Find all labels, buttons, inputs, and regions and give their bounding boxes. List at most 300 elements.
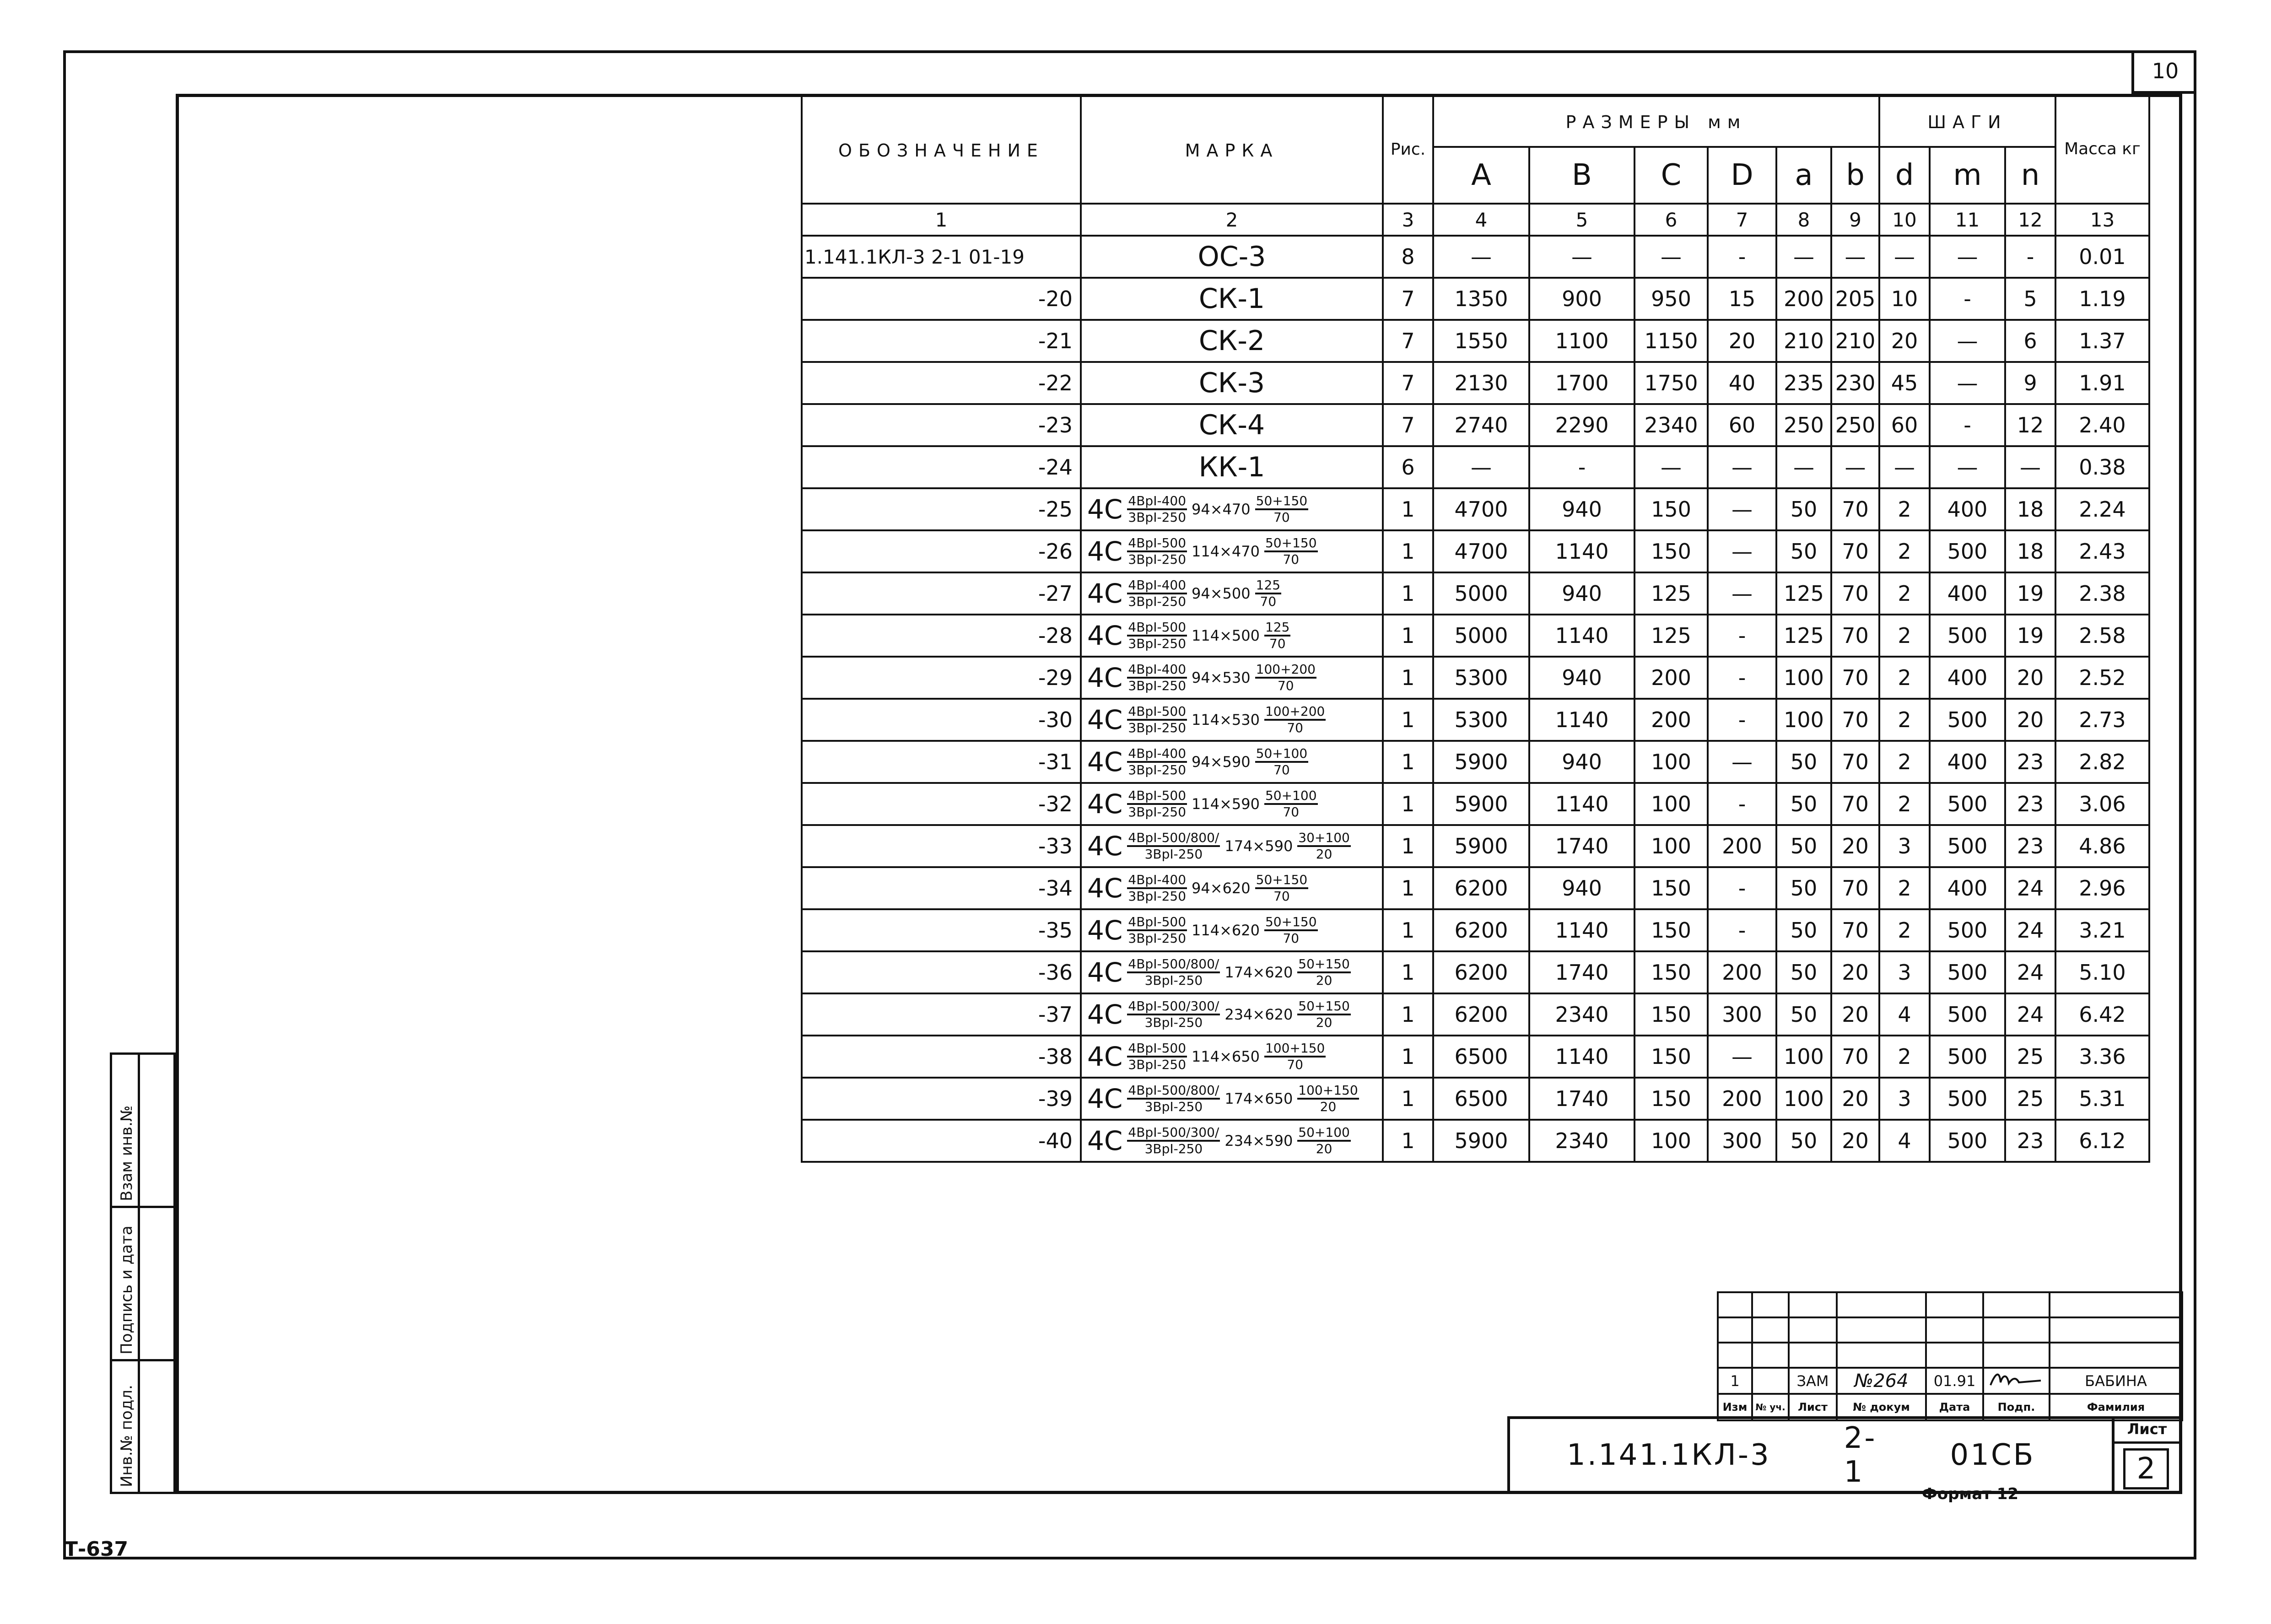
- column-number: 8: [1776, 204, 1831, 236]
- signature-mark: [1987, 1369, 2046, 1389]
- column-number: 5: [1529, 204, 1634, 236]
- value-cell-a: —: [1776, 236, 1831, 278]
- header-mass: Масса кг: [2055, 95, 2149, 204]
- value-cell-n: 25: [2005, 1036, 2055, 1078]
- sheet-number: 2: [2123, 1448, 2169, 1489]
- value-cell-b: 1140: [1529, 530, 1634, 572]
- value-cell-m: —: [1930, 320, 2005, 362]
- mark-wire-bottom: 3ВрI-250: [1128, 1057, 1187, 1072]
- designation-cell: -40: [802, 1120, 1081, 1162]
- value-cell-d: -: [1708, 783, 1776, 825]
- mark-lead: 4С: [1087, 1041, 1123, 1072]
- value-cell-c: 150: [1634, 1078, 1708, 1120]
- value-cell-d: 2: [1879, 1036, 1930, 1078]
- mark-wire-bottom: 3ВрI-250: [1128, 804, 1187, 820]
- title-block-grid: [1717, 1291, 2183, 1421]
- value-cell-a: 6200: [1433, 867, 1529, 909]
- value-cell-c: 100: [1634, 783, 1708, 825]
- mark-wire-fraction: [1127, 495, 1187, 524]
- value-cell-fig: 1: [1383, 1120, 1433, 1162]
- table-row: [802, 278, 2149, 320]
- value-cell-d: 2: [1879, 783, 1930, 825]
- mark-wire-fraction: [1127, 1042, 1187, 1071]
- mark-wire-top: 4ВрI-400: [1127, 579, 1187, 594]
- value-cell-a: 100: [1776, 1078, 1831, 1120]
- value-cell-n: 23: [2005, 825, 2055, 867]
- value-cell-a: 5000: [1433, 615, 1529, 657]
- mark-wire-fraction: [1127, 747, 1187, 777]
- mark-wire-fraction: [1127, 705, 1187, 734]
- value-cell-a: 4700: [1433, 530, 1529, 572]
- side-stamp-signature-label: Подпись и дата: [118, 1225, 136, 1354]
- value-cell-n: 9: [2005, 362, 2055, 404]
- mark-wire-bottom: 3ВрI-250: [1128, 636, 1187, 651]
- mark-step-top: 125: [1264, 621, 1290, 637]
- value-cell-d: 300: [1708, 1120, 1776, 1162]
- mark-step-fraction: [1255, 663, 1316, 692]
- value-cell-d: 45: [1879, 362, 1930, 404]
- mark-step-bottom: 20: [1316, 847, 1332, 862]
- value-cell-fig: 1: [1383, 741, 1433, 783]
- value-cell-a: 100: [1776, 657, 1831, 699]
- value-cell-b: 1140: [1529, 615, 1634, 657]
- archive-code: Т-637: [64, 1538, 129, 1561]
- value-cell-c: 150: [1634, 993, 1708, 1036]
- designation-cell: -22: [802, 362, 1081, 404]
- value-cell-m: 500: [1930, 1078, 2005, 1120]
- mark-step-top: 50+150: [1297, 958, 1351, 973]
- mark-dimensions: 94×500: [1192, 585, 1251, 602]
- mark-lead: 4С: [1087, 494, 1123, 525]
- value-cell-c: 150: [1634, 1036, 1708, 1078]
- value-cell-b: —: [1831, 236, 1879, 278]
- mark-dimensions: 94×590: [1192, 753, 1251, 771]
- value-cell-d: 10: [1879, 278, 1930, 320]
- value-cell-d: 60: [1708, 404, 1776, 446]
- mark-cell: [1081, 909, 1383, 951]
- header-d: d: [1879, 147, 1930, 204]
- table-row: [802, 320, 2149, 362]
- mark-dimensions: 114×470: [1192, 543, 1260, 560]
- table-row: [802, 1078, 2149, 1120]
- table-row: [802, 572, 2149, 615]
- mark-step-bottom: 70: [1287, 720, 1303, 735]
- value-cell-a: 50: [1776, 825, 1831, 867]
- value-cell-mass: 4.86: [2055, 825, 2149, 867]
- mark-lead: 4С: [1087, 578, 1123, 609]
- label-doc: № докум: [1837, 1394, 1926, 1420]
- mark-dimensions: 114×620: [1192, 922, 1260, 939]
- value-cell-b: 20: [1831, 951, 1879, 993]
- value-cell-a: 6200: [1433, 909, 1529, 951]
- value-cell-d: -: [1708, 909, 1776, 951]
- column-number: 10: [1879, 204, 1930, 236]
- value-cell-n: 18: [2005, 530, 2055, 572]
- mark-cell: [1081, 993, 1383, 1036]
- value-cell-m: 400: [1930, 867, 2005, 909]
- mark-step-bottom: 70: [1283, 804, 1300, 820]
- value-cell-b: 940: [1529, 657, 1634, 699]
- mark-wire-fraction: [1127, 1126, 1220, 1155]
- value-cell-m: 500: [1930, 909, 2005, 951]
- value-cell-c: 200: [1634, 657, 1708, 699]
- designation-cell: -25: [802, 488, 1081, 530]
- mark-wire-bottom: 3ВрI-250: [1128, 594, 1187, 609]
- value-cell-a: 5900: [1433, 1120, 1529, 1162]
- table-row: [802, 404, 2149, 446]
- value-cell-n: 23: [2005, 783, 2055, 825]
- value-cell-d: —: [1879, 236, 1930, 278]
- value-cell-a: 5900: [1433, 783, 1529, 825]
- value-cell-m: —: [1930, 236, 2005, 278]
- value-cell-a: 50: [1776, 488, 1831, 530]
- value-cell-d: -: [1708, 657, 1776, 699]
- value-cell-mass: 0.01: [2055, 236, 2149, 278]
- mark-wire-top: 4ВрI-500/800/: [1127, 958, 1220, 973]
- value-cell-a: 2740: [1433, 404, 1529, 446]
- value-cell-d: 4: [1879, 1120, 1930, 1162]
- value-cell-fig: 1: [1383, 657, 1433, 699]
- mark-cell: КК-1: [1081, 446, 1383, 488]
- mark-step-top: 50+100: [1264, 789, 1318, 805]
- value-cell-b: 70: [1831, 699, 1879, 741]
- designation-cell: -20: [802, 278, 1081, 320]
- header-sizes: РАЗМЕРЫ мм: [1433, 95, 1879, 147]
- mark-cell: [1081, 951, 1383, 993]
- corner-sheet-number: 10: [2131, 50, 2196, 94]
- value-cell-n: 24: [2005, 993, 2055, 1036]
- mark-lead: 4С: [1087, 662, 1123, 693]
- value-cell-d: 2: [1879, 657, 1930, 699]
- mark-step-bottom: 70: [1273, 889, 1290, 904]
- column-number: 7: [1708, 204, 1776, 236]
- value-cell-c: 150: [1634, 488, 1708, 530]
- mark-step-top: 50+100: [1297, 1126, 1351, 1142]
- value-cell-a: —: [1433, 446, 1529, 488]
- value-cell-m: -: [1930, 278, 2005, 320]
- mark-wire-bottom: 3ВрI-250: [1128, 678, 1187, 693]
- value-cell-b: 20: [1831, 993, 1879, 1036]
- mark-dimensions: 174×620: [1225, 964, 1293, 981]
- mark-lead: 4С: [1087, 873, 1123, 904]
- value-cell-mass: 3.21: [2055, 909, 2149, 951]
- value-cell-n: 12: [2005, 404, 2055, 446]
- table-row: [802, 236, 2149, 278]
- value-cell-b: 70: [1831, 488, 1879, 530]
- value-cell-d: -: [1708, 615, 1776, 657]
- table-row: [802, 993, 2149, 1036]
- value-cell-fig: 7: [1383, 404, 1433, 446]
- value-cell-a: —: [1776, 446, 1831, 488]
- value-cell-fig: 1: [1383, 993, 1433, 1036]
- table-row: [802, 867, 2149, 909]
- mark-dimensions: 234×620: [1225, 1006, 1293, 1023]
- header-A: A: [1433, 147, 1529, 204]
- value-cell-d: -: [1708, 236, 1776, 278]
- value-cell-c: 1750: [1634, 362, 1708, 404]
- label-kol: № уч.: [1752, 1394, 1789, 1420]
- column-number: 9: [1831, 204, 1879, 236]
- value-cell-a: 50: [1776, 1120, 1831, 1162]
- mark-step-fraction: [1255, 874, 1309, 903]
- change-name: БАБИНА: [2050, 1368, 2182, 1394]
- side-stamp-vzam: [110, 1052, 176, 1208]
- value-cell-m: 400: [1930, 572, 2005, 615]
- table-row: [802, 446, 2149, 488]
- value-cell-d: —: [1879, 446, 1930, 488]
- value-cell-fig: 6: [1383, 446, 1433, 488]
- side-stamp-signature: [110, 1206, 176, 1361]
- mark-wire-top: 4ВрI-400: [1127, 663, 1187, 679]
- mark-wire-top: 4ВрI-500: [1127, 621, 1187, 637]
- designation-cell: -30: [802, 699, 1081, 741]
- value-cell-d: 200: [1708, 825, 1776, 867]
- designation-part-type: 01СБ: [1950, 1438, 2035, 1472]
- value-cell-fig: 1: [1383, 825, 1433, 867]
- mark-step-fraction: [1297, 958, 1351, 987]
- mark-wire-fraction: [1127, 621, 1187, 650]
- value-cell-b: 1740: [1529, 1078, 1634, 1120]
- value-cell-n: 19: [2005, 615, 2055, 657]
- value-cell-b: 230: [1831, 362, 1879, 404]
- value-cell-c: 100: [1634, 741, 1708, 783]
- value-cell-n: -: [2005, 236, 2055, 278]
- header-D: D: [1708, 147, 1776, 204]
- mark-wire-fraction: [1127, 663, 1187, 692]
- value-cell-m: 500: [1930, 699, 2005, 741]
- value-cell-d: —: [1708, 530, 1776, 572]
- value-cell-mass: 2.96: [2055, 867, 2149, 909]
- value-cell-b: 70: [1831, 783, 1879, 825]
- value-cell-a: 6200: [1433, 993, 1529, 1036]
- value-cell-a: 5000: [1433, 572, 1529, 615]
- value-cell-b: 940: [1529, 867, 1634, 909]
- value-cell-b: 2340: [1529, 993, 1634, 1036]
- mark-lead: 4С: [1087, 536, 1123, 567]
- value-cell-a: 125: [1776, 572, 1831, 615]
- value-cell-m: —: [1930, 446, 2005, 488]
- value-cell-b: 205: [1831, 278, 1879, 320]
- value-cell-fig: 1: [1383, 1036, 1433, 1078]
- value-cell-d: 60: [1879, 404, 1930, 446]
- value-cell-m: 400: [1930, 741, 2005, 783]
- mark-wire-top: 4ВрI-500: [1127, 1042, 1187, 1057]
- mark-lead: 4С: [1087, 746, 1123, 777]
- designation-cell: -39: [802, 1078, 1081, 1120]
- header-n: n: [2005, 147, 2055, 204]
- value-cell-c: 200: [1634, 699, 1708, 741]
- mark-wire-bottom: 3ВрI-250: [1144, 1015, 1203, 1030]
- value-cell-a: 6500: [1433, 1078, 1529, 1120]
- value-cell-c: 150: [1634, 909, 1708, 951]
- mark-cell: [1081, 741, 1383, 783]
- mark-cell: [1081, 699, 1383, 741]
- header-a: a: [1776, 147, 1831, 204]
- value-cell-b: 70: [1831, 909, 1879, 951]
- mark-step-bottom: 70: [1283, 552, 1300, 567]
- mark-wire-bottom: 3ВрI-250: [1128, 889, 1187, 904]
- mark-lead: 4С: [1087, 1083, 1123, 1114]
- label-date: Дата: [1926, 1394, 1983, 1420]
- value-cell-n: 5: [2005, 278, 2055, 320]
- value-cell-d: —: [1708, 1036, 1776, 1078]
- value-cell-a: 5300: [1433, 657, 1529, 699]
- value-cell-n: 24: [2005, 867, 2055, 909]
- designation-cell: -27: [802, 572, 1081, 615]
- value-cell-m: 500: [1930, 993, 2005, 1036]
- value-cell-d: —: [1708, 488, 1776, 530]
- column-number: 13: [2055, 204, 2149, 236]
- mark-step-bottom: 20: [1316, 1141, 1332, 1156]
- value-cell-fig: 8: [1383, 236, 1433, 278]
- value-cell-b: 20: [1831, 1120, 1879, 1162]
- column-number-row: [802, 204, 2149, 236]
- value-cell-b: 250: [1831, 404, 1879, 446]
- value-cell-mass: 2.52: [2055, 657, 2149, 699]
- mark-dimensions: 94×530: [1192, 669, 1251, 686]
- mark-wire-bottom: 3ВрI-250: [1128, 720, 1187, 735]
- value-cell-b: 940: [1529, 572, 1634, 615]
- value-cell-c: 950: [1634, 278, 1708, 320]
- header-mark: МАРКА: [1081, 95, 1383, 204]
- designation-cell: -33: [802, 825, 1081, 867]
- mark-step-top: 50+150: [1255, 495, 1309, 510]
- value-cell-a: 5900: [1433, 741, 1529, 783]
- value-cell-d: 2: [1879, 699, 1930, 741]
- document-designation: [1507, 1416, 2102, 1494]
- value-cell-n: 19: [2005, 572, 2055, 615]
- mark-wire-bottom: 3ВрI-250: [1128, 510, 1187, 525]
- mark-step-top: 100+200: [1255, 663, 1316, 679]
- value-cell-c: 2340: [1634, 404, 1708, 446]
- change-list: ЗАМ: [1789, 1368, 1837, 1394]
- value-cell-m: 500: [1930, 1036, 2005, 1078]
- column-number: 4: [1433, 204, 1529, 236]
- mark-dimensions: 174×650: [1225, 1090, 1293, 1107]
- value-cell-b: 1140: [1529, 699, 1634, 741]
- table-row: [802, 783, 2149, 825]
- value-cell-d: -: [1708, 699, 1776, 741]
- value-cell-b: 1700: [1529, 362, 1634, 404]
- value-cell-fig: 7: [1383, 362, 1433, 404]
- mark-step-fraction: [1264, 916, 1318, 945]
- mark-step-top: 50+150: [1264, 537, 1318, 552]
- value-cell-n: 20: [2005, 657, 2055, 699]
- value-cell-d: 2: [1879, 615, 1930, 657]
- value-cell-mass: 2.24: [2055, 488, 2149, 530]
- mark-step-top: 50+100: [1255, 747, 1309, 763]
- value-cell-a: 6500: [1433, 1036, 1529, 1078]
- mark-wire-fraction: [1127, 537, 1187, 566]
- value-cell-c: 100: [1634, 1120, 1708, 1162]
- mark-wire-top: 4ВрI-400: [1127, 747, 1187, 763]
- value-cell-a: 1350: [1433, 278, 1529, 320]
- value-cell-a: 2130: [1433, 362, 1529, 404]
- mark-cell: [1081, 867, 1383, 909]
- value-cell-a: 200: [1776, 278, 1831, 320]
- value-cell-b: —: [1529, 236, 1634, 278]
- mark-wire-bottom: 3ВрI-250: [1144, 1141, 1203, 1156]
- value-cell-d: —: [1708, 741, 1776, 783]
- mark-lead: 4С: [1087, 831, 1123, 862]
- value-cell-a: 1550: [1433, 320, 1529, 362]
- change-kol: [1752, 1368, 1789, 1394]
- value-cell-b: 1740: [1529, 825, 1634, 867]
- column-number: 12: [2005, 204, 2055, 236]
- value-cell-m: 500: [1930, 783, 2005, 825]
- value-cell-a: 50: [1776, 951, 1831, 993]
- mark-dimensions: 174×590: [1225, 837, 1293, 855]
- mark-step-bottom: 70: [1283, 931, 1300, 946]
- table-row: [802, 951, 2149, 993]
- header-B: B: [1529, 147, 1634, 204]
- value-cell-d: 15: [1708, 278, 1776, 320]
- header-m: m: [1930, 147, 2005, 204]
- mark-wire-fraction: [1127, 1084, 1220, 1113]
- value-cell-m: -: [1930, 404, 2005, 446]
- designation-cell: 1.141.1КЛ-3 2-1 01-19: [802, 236, 1081, 278]
- mark-wire-fraction: [1127, 874, 1187, 903]
- value-cell-a: 50: [1776, 741, 1831, 783]
- table-row: [802, 825, 2149, 867]
- mark-wire-top: 4ВрI-500/800/: [1127, 1084, 1220, 1100]
- column-number: 6: [1634, 204, 1708, 236]
- value-cell-mass: 2.38: [2055, 572, 2149, 615]
- value-cell-d: 20: [1879, 320, 1930, 362]
- value-cell-d: 2: [1879, 572, 1930, 615]
- value-cell-n: —: [2005, 446, 2055, 488]
- value-cell-fig: 1: [1383, 699, 1433, 741]
- value-cell-d: 200: [1708, 1078, 1776, 1120]
- value-cell-c: 1150: [1634, 320, 1708, 362]
- value-cell-c: 150: [1634, 951, 1708, 993]
- mark-wire-top: 4ВрI-500: [1127, 705, 1187, 721]
- mark-step-fraction: [1297, 1126, 1351, 1155]
- value-cell-b: 1140: [1529, 783, 1634, 825]
- designation-cell: -21: [802, 320, 1081, 362]
- table-row: [802, 362, 2149, 404]
- value-cell-a: 235: [1776, 362, 1831, 404]
- mark-cell: [1081, 488, 1383, 530]
- value-cell-b: 70: [1831, 572, 1879, 615]
- mark-wire-top: 4ВрI-400: [1127, 874, 1187, 889]
- column-number: 2: [1081, 204, 1383, 236]
- value-cell-d: 3: [1879, 951, 1930, 993]
- mark-step-top: 100+150: [1264, 1042, 1326, 1057]
- mark-step-top: 50+150: [1264, 916, 1318, 931]
- table-row: [802, 699, 2149, 741]
- value-cell-c: —: [1634, 446, 1708, 488]
- value-cell-m: 500: [1930, 1120, 2005, 1162]
- mark-dimensions: 94×470: [1192, 501, 1251, 518]
- value-cell-mass: 2.73: [2055, 699, 2149, 741]
- value-cell-c: 150: [1634, 530, 1708, 572]
- value-cell-a: 4700: [1433, 488, 1529, 530]
- mark-wire-bottom: 3ВрI-250: [1128, 552, 1187, 567]
- table-row: [802, 488, 2149, 530]
- side-stamp-podl-label: Инв.№ подл.: [118, 1385, 136, 1487]
- side-stamp-podl: [110, 1359, 176, 1494]
- mark-lead: 4С: [1087, 915, 1123, 946]
- mark-step-fraction: [1264, 621, 1290, 650]
- mark-wire-fraction: [1127, 579, 1187, 608]
- value-cell-a: 50: [1776, 783, 1831, 825]
- mark-step-bottom: 70: [1287, 1057, 1303, 1072]
- mark-dimensions: 94×620: [1192, 879, 1251, 897]
- value-cell-a: 50: [1776, 993, 1831, 1036]
- value-cell-fig: 1: [1383, 615, 1433, 657]
- value-cell-b: 70: [1831, 657, 1879, 699]
